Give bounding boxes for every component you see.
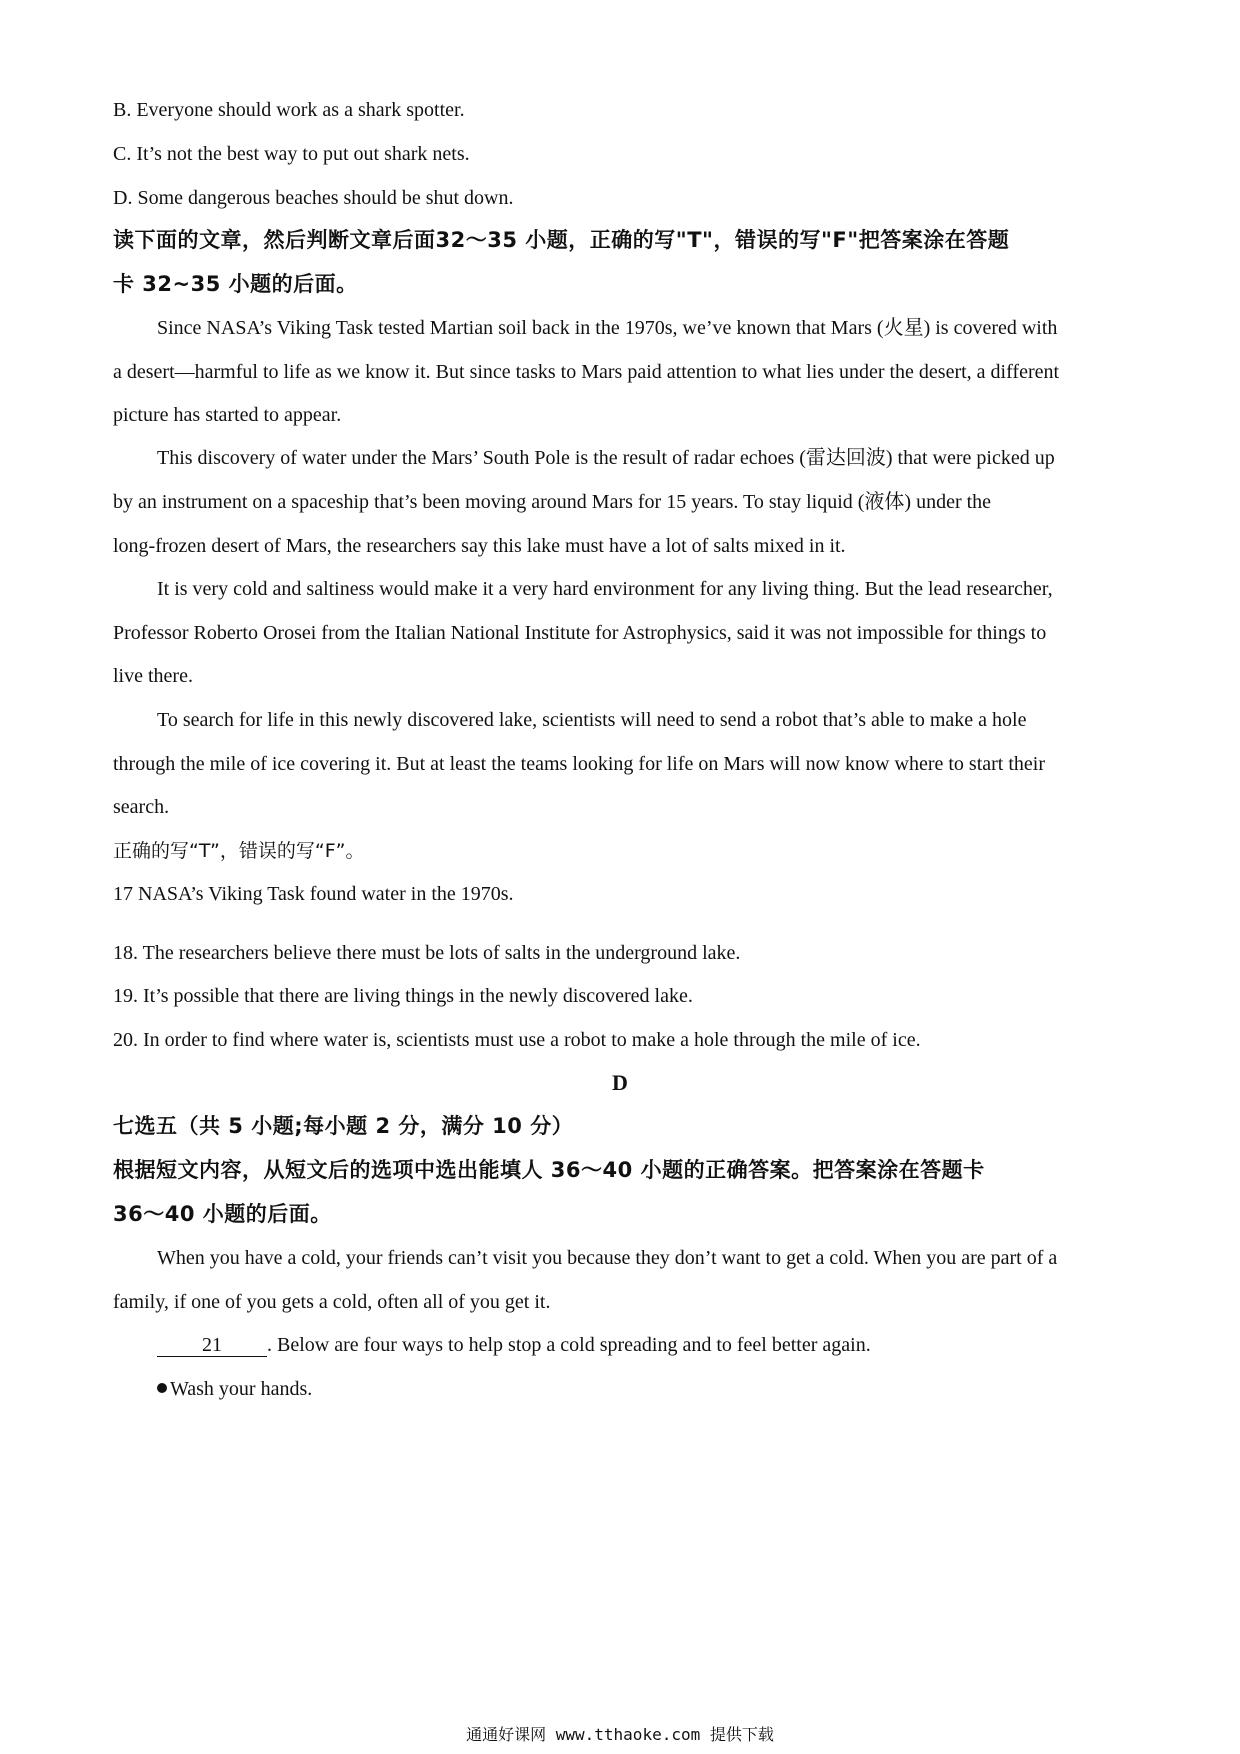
question-18: 18. The researchers believe there must be lots of salts in the underground lake. [113, 942, 741, 964]
passage-paragraph-2-line-1: This discovery of water under the Mars’ South Pole is the result of radar echoes (雷达回波) that were picked up [157, 447, 1055, 469]
passage-paragraph-3-line-3: live there. [113, 665, 193, 687]
blank-21-sentence: . Below are four ways to help stop a cold spreading and to feel better again. [267, 1334, 871, 1356]
bullet-item-1-text: Wash your hands. [170, 1378, 313, 1400]
question-17: 17 NASA’s Viking Task found water in the 1970s. [113, 883, 514, 905]
section-d-heading: 七选五（共 5 小题;每小题 2 分，满分 10 分） [113, 1114, 574, 1138]
blank-21-line [157, 1331, 1133, 1359]
option-b: B. Everyone should work as a shark spotter. [113, 99, 465, 121]
passage-paragraph-1-line-1: Since NASA’s Viking Task tested Martian soil back in the 1970s, we’ve known that Mars (火星) is covered with [157, 317, 1058, 339]
passage-paragraph-4-line-2: through the mile of ice covering it. But at least the teams looking for life on Mars will now know where to start their [113, 753, 1046, 775]
passage-paragraph-1-line-2: a desert—harmful to life as we know it. But since tasks to Mars paid attention to what lies under the desert, a different [113, 361, 1060, 383]
option-c: C. It’s not the best way to put out shark nets. [113, 143, 470, 165]
footer-source: 通通好课网 www.tthaoke.com 提供下载 [466, 1725, 774, 1744]
section-d-paragraph-1-line-2: family, if one of you gets a cold, often all of you get it. [113, 1291, 551, 1313]
blank-21: 21 [157, 1334, 267, 1357]
true-false-note: 正确的写“T”，错误的写“F”。 [113, 840, 365, 862]
section-c-instruction-line2: 卡 32~35 小题的后面。 [113, 272, 358, 296]
question-19: 19. It’s possible that there are living things in the newly discovered lake. [113, 985, 693, 1007]
section-d-letter: D [612, 1070, 628, 1095]
passage-paragraph-3-line-1: It is very cold and saltiness would make it a very hard environment for any living thing. But the lead researcher, [157, 578, 1053, 600]
passage-paragraph-2-line-2: by an instrument on a spaceship that’s been moving around Mars for 15 years. To stay liquid (液体) under the [113, 491, 992, 513]
passage-paragraph-4-line-1: To search for life in this newly discovered lake, scientists will need to send a robot that’s able to make a hole [157, 709, 1027, 731]
section-d-instruction-line2: 36～40 小题的后面。 [113, 1202, 332, 1226]
bullet-item-1 [157, 1375, 1133, 1403]
section-d-paragraph-1-line-1: When you have a cold, your friends can’t visit you because they don’t want to get a cold. When you are part of a [157, 1247, 1058, 1269]
bullet-icon [157, 1383, 167, 1393]
question-20: 20. In order to find where water is, scientists must use a robot to make a hole through the mile of ice. [113, 1029, 921, 1051]
passage-paragraph-3-line-2: Professor Roberto Orosei from the Italian National Institute for Astrophysics, said it was not impossible for things to [113, 622, 1047, 644]
passage-paragraph-4-line-3: search. [113, 796, 170, 818]
section-c-instruction-line1: 读下面的文章，然后判断文章后面32～35 小题，正确的写"T"，错误的写"F"把答案涂在答题 [113, 228, 1010, 252]
passage-paragraph-1-line-3: picture has started to appear. [113, 404, 342, 426]
section-d-instruction-line1: 根据短文内容，从短文后的选项中选出能填人 36～40 小题的正确答案。把答案涂在答题卡 [113, 1158, 985, 1182]
option-d: D. Some dangerous beaches should be shut down. [113, 187, 514, 209]
passage-paragraph-2-line-3: long-frozen desert of Mars, the researchers say this lake must have a lot of salts mixed in it. [113, 535, 846, 557]
